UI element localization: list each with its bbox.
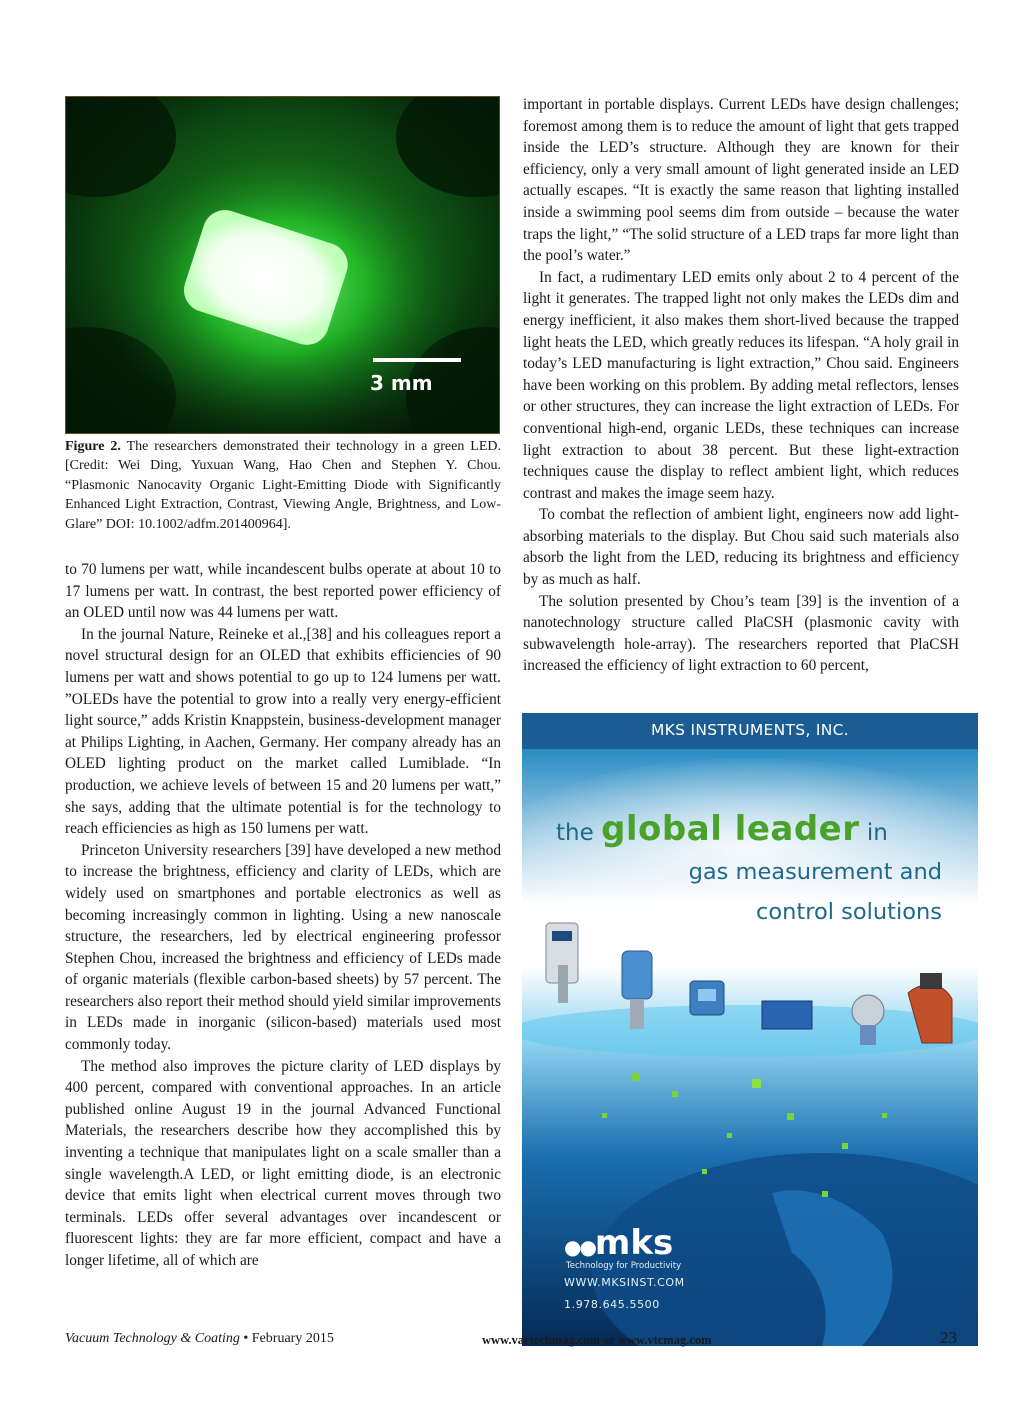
mks-logo-text: mks xyxy=(594,1223,674,1263)
scale-bar-label: 3 mm xyxy=(370,371,433,395)
ad-website-link[interactable]: WWW.MKSINST.COM xyxy=(564,1276,685,1289)
paragraph: In the journal Nature, Reineke et al.,[38] and his colleagues report a novel structural design for an OLED that exhibits efficiencies of 90 lumens per watt and shows potential to go up to 124 lumens per watt. ”OLEDs have the potential to grow into a really very energy-efficient light source,” adds Kristin Knappstein, business-development manager at Philips Lighting, in Aachen, Germany. Her company already has an OLED lighting product on the market called Lumiblade. “In production, we achieve levels of between 15 and 20 lumens per watt,” she says, adding that the ultimate potential is for the technology to reach efficiencies as high as 150 lumens per watt. xyxy=(65,625,501,838)
paragraph: The method also improves the picture clarity of LED displays by 400 percent, compared with conventional approaches. In an article published online August 19 in the journal Advanced Functional Materials, the researchers describe how they accomplished this by inventing a technique that manipulates light on a scale smaller than a single wavelength.A LED, or light emitting diode, is an electronic device that emits light when electrical current moves through two terminals. LEDs offer several advantages over incandescent or fluorescent lights: they are far more efficient, compact and have a longer lifetime, all of which are xyxy=(65,1057,501,1269)
paragraph: To combat the reflection of ambient light, engineers now add light-absorbing materials to the display. But Chou said such materials also absorb the light from the LED, reducing its brightness and efficiency by as much as half. xyxy=(523,506,959,589)
mks-logo-dots-icon: ●● xyxy=(564,1235,595,1259)
ad-tagline-line3: control solutions xyxy=(756,899,942,925)
figure-caption xyxy=(65,437,501,534)
paragraph: important in portable displays. Current LEDs have design challenges; foremost among them is to reduce the amount of light that gets trapped inside the LED’s structure. Although they are known for their efficiency, only a very small amount of light generated inside an LED actually escapes. “It is exactly the same reason that lighting installed inside a swimming pool seems dim from outside – because the water traps the light,” “The solid structure of a LED traps far more light than the pool’s water.” xyxy=(523,96,959,265)
ad-phone-number: 1.978.645.5500 xyxy=(564,1298,660,1311)
paragraph: The solution presented by Chou’s team [39] is the invention of a nanotechnology structure called PlaCSH (plasmonic cavity with subwavelength hole-array). The researchers reported that PlaCSH increased the efficiency of light extraction to 60 percent, xyxy=(523,592,959,675)
paragraph: In fact, a rudimentary LED emits only about 2 to 4 percent of the light it generates. The trapped light not only makes the LEDs dim and energy inefficient, it also makes them short-lived because the trapped light heats the LED, which greatly reduces its lifespan. “A holy grail in today’s LED manufacturing is light extraction,” Chou said. Engineers have been working on this problem. By adding metal reflectors, lenses or other structures, they can increase the light extraction of LEDs. For conventional high-end, organic LEDs, these techniques can increase light extraction to about 38 percent. But these light-extraction techniques cause the display to reflect ambient light, which reduces contrast and makes the image seem hazy. xyxy=(523,268,959,502)
footer-websites[interactable]: www.vactechmag.com or www.vtcmag.com xyxy=(482,1333,712,1347)
ad-tagline-highlight: global leader xyxy=(601,809,860,849)
paragraph: Princeton University researchers [39] have developed a new method to increase the brightness, efficiency and clarity of LEDs, which are widely used on smartphones and portable electronics as well as becoming increasingly common in lighting. Using a new nanoscale structure, the researchers, led by electrical engineering professor Stephen Chou, increased the brightness and efficiency of LEDs made of organic materials (flexible carbon-based sheets) by 57 percent. The researchers also report their method should yield similar improvements in LEDs made in inorganic (silicon-based) materials used most commonly today. xyxy=(65,841,501,1054)
mks-advertisement[interactable] xyxy=(522,713,978,1346)
ad-company-name: MKS INSTRUMENTS, INC. xyxy=(650,721,850,739)
footer-bullet: • xyxy=(243,1331,249,1346)
footer-journal-name: Vacuum Technology & Coating xyxy=(65,1331,240,1346)
ad-tagline-line2: gas measurement and xyxy=(688,859,942,885)
figure-caption-label: Figure 2. xyxy=(65,439,121,454)
mks-logo xyxy=(564,1223,673,1263)
figure-caption-text: The researchers demonstrated their technology in a green LED. [Credit: Wei Ding, Yuxuan Wang, Hao Chen and Stephen Y. Chou. “Plasmonic Nanocavity Organic Light-Emitting Diode with Significantly Enhanced Light Extraction, Contrast, Viewing Angle, Brightness, and Low-Glare” DOI: 10.1002/adfm.201400964]. xyxy=(65,439,502,532)
right-column xyxy=(523,94,959,677)
left-column xyxy=(65,559,501,1272)
ad-tagline-in: in xyxy=(866,820,888,846)
footer-date: February 2015 xyxy=(251,1331,334,1346)
footer-publication xyxy=(65,1331,334,1347)
ad-tagline-the: the xyxy=(556,820,594,846)
paragraph: to 70 lumens per watt, while incandescent bulbs operate at about 10 to 17 lumens per watt. In contrast, the best reported power efficiency of an OLED until now was 44 lumens per watt. xyxy=(65,561,501,622)
led-figure-image xyxy=(65,96,500,434)
page-number: 23 xyxy=(940,1328,957,1347)
ad-slogan: Technology for Productivity xyxy=(566,1261,682,1271)
ad-tagline-line1 xyxy=(556,809,888,849)
